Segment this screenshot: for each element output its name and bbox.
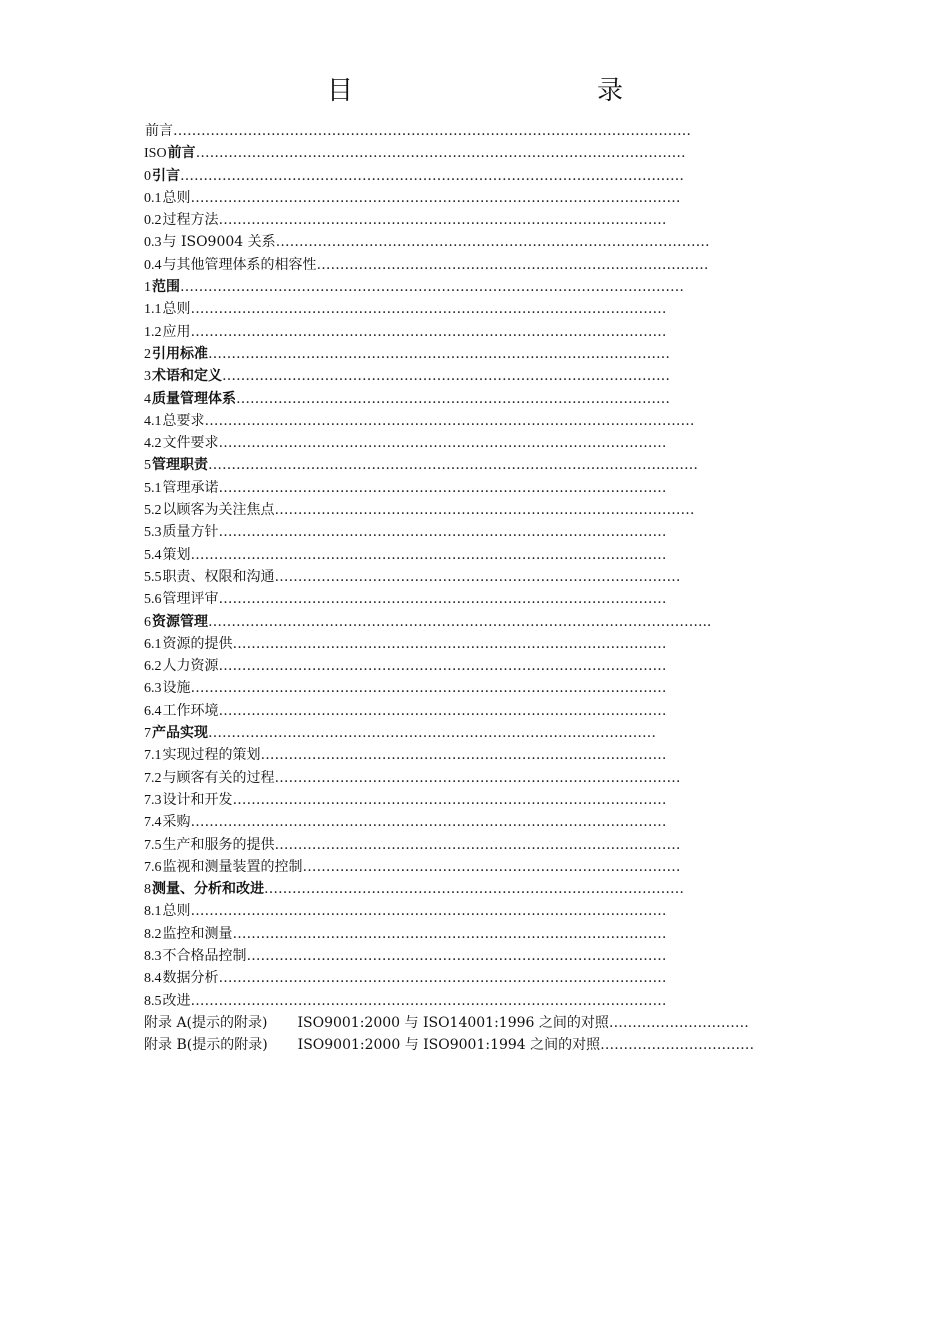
appendix-label: 附录 B(提示的附录) [144,1037,268,1054]
toc-entry-title: 策划 [162,546,191,563]
toc-entry-title: 设施 [162,680,191,697]
toc-entry-title: 应用 [162,323,191,340]
toc-entry-number: 8.5 [144,993,162,1009]
toc-entry[interactable] [144,967,844,989]
toc-entry[interactable] [144,744,844,766]
toc-entry-number: 6 [144,614,151,630]
toc-entry-number: 7.5 [144,837,162,853]
toc-entry[interactable] [144,187,844,209]
toc-entry-title: 实现过程的策划 [162,747,261,764]
toc-entry-title: 改进 [162,992,191,1009]
toc-leader-dots: ………………………………………………………………………… [316,256,709,273]
toc-leader-dots: …………………………………………………………………………………… [218,435,667,452]
toc-entry-title: 前言 [145,123,173,139]
toc-leader-dots: …………………………………………………………………………………… [218,479,667,496]
toc-leader-dots: …………………………………………………………………………………… [208,725,656,742]
toc-entry[interactable] [144,789,844,811]
toc-entry-title: 过程方法 [162,212,219,229]
toc-entry-title: 前言 [167,145,196,162]
toc-entry-number: 0.1 [144,190,162,206]
toc-entry-title: 与顾客有关的过程 [162,769,275,786]
toc-leader-dots: …………………………………………………………………………………………… [208,457,698,474]
toc-entry-number: 3 [144,369,151,385]
toc-leader-dots: ………………………………………………………………………………………… [190,546,667,563]
toc-entry[interactable] [144,544,844,566]
toc-entry-number: 6.4 [144,703,162,719]
toc-entry[interactable] [144,655,844,677]
toc-entry-number: 6.2 [144,659,162,675]
toc-entry-number: 1.1 [144,302,162,318]
toc-leader-dots: …………………………………………………………………………………………… [195,145,686,162]
toc-entry[interactable] [144,945,844,967]
toc-entry-number: 0.2 [144,213,162,229]
toc-leader-dots: ………………………………………………………………………………………………… [173,123,691,139]
toc-entry-title: 质量管理体系 [152,390,236,407]
toc-entry-number: 8.3 [144,948,162,964]
toc-entry-title: 测量、分析和改进 [152,881,264,898]
toc-entry-title: 总则 [162,189,191,206]
toc-entry[interactable] [144,276,844,298]
toc-leader-dots: …………………………………………………………………………………… [222,368,670,385]
toc-entry[interactable] [144,566,844,588]
toc-entry-number: 1 [144,280,151,296]
toc-entry-number: 8.4 [144,971,162,987]
toc-entry-number: 4.2 [144,436,162,452]
appendix-description: ISO9001:2000 与 ISO14001:1996 之间的对照 [297,1014,609,1031]
toc-appendix-entry[interactable] [144,1012,844,1034]
toc-entry[interactable] [144,633,844,655]
appendix-description: ISO9001:2000 与 ISO9001:1994 之间的对照 [297,1037,601,1054]
toc-entry[interactable] [144,209,844,231]
toc-entry[interactable] [144,834,844,856]
toc-entry[interactable] [144,165,844,187]
toc-entry-number: 8.1 [144,904,162,920]
toc-leader-dots: …………………………………………………………………………………… [218,212,667,229]
toc-entry-number: ISO [144,146,167,162]
toc-leader-dots: …………………………………………………………………………………… [218,524,667,541]
toc-entry-title: 职责、权限和沟通 [162,568,275,585]
toc-entry-title: 总要求 [162,412,205,429]
toc-entry-title: 范围 [152,279,180,296]
toc-leader-dots: ……………………………………………………………………………………… [208,345,670,362]
toc-entry-number: 0.3 [144,235,162,251]
toc-leader-dots: ……………………………………………………………………………………………… [180,279,684,296]
toc-entry-title: 管理评审 [162,591,219,608]
toc-leader-dots: ………………………… [608,1014,749,1031]
toc-entry-title: 监视和测量装置的控制 [162,858,303,875]
toc-entry[interactable] [144,343,844,365]
toc-entry[interactable] [144,878,844,900]
toc-leader-dots: ……………………………………………………………………… [302,858,681,875]
toc-entry[interactable] [144,454,844,476]
toc-leader-dots: ………………………………………………………………………………… [236,390,670,407]
toc-entry[interactable] [144,231,844,253]
toc-entry[interactable] [144,923,844,945]
toc-leader-dots: ……………………………………………………………………………… [274,502,695,519]
toc-entry-title: 不合格品控制 [162,947,247,964]
toc-entry[interactable] [144,811,844,833]
toc-entry-number: 0.4 [144,257,162,273]
toc-entry[interactable] [144,120,844,142]
toc-entry[interactable] [144,521,844,543]
toc-entry[interactable] [144,722,844,744]
toc-leader-dots: …………………………………………………………………………………………… [204,412,695,429]
toc-entry-title: 数据分析 [162,970,219,987]
toc-entry-number: 4 [144,391,151,407]
table-of-contents [144,120,844,1056]
toc-leader-dots: ………………………………………………………………………………… [232,791,667,808]
toc-entry[interactable] [144,365,844,387]
toc-entry-title: 管理职责 [152,457,208,474]
toc-entry-title: 监控和测量 [162,925,233,942]
toc-leader-dots: ……………………………………………………………………………………………... [208,613,712,630]
toc-entry[interactable] [144,990,844,1012]
toc-entry-number: 7.1 [144,748,162,764]
toc-leader-dots: ………………………………………………………………………………………… [190,680,667,697]
toc-leader-dots: ………………………………………………………………………………… [232,635,667,652]
toc-entry-number: 2 [144,346,151,362]
toc-leader-dots: ………………………………………………………………………………………… [190,323,667,340]
toc-leader-dots: ………………………………………………………………………………………… [190,814,667,831]
toc-leader-dots: ………………………………………………………………………………… [232,925,667,942]
toc-entry-number: 5.3 [144,525,162,541]
toc-entry-title: 术语和定义 [152,368,222,385]
toc-entry[interactable] [144,321,844,343]
toc-entry[interactable] [144,388,844,410]
toc-entry-title: 与其他管理体系的相容性 [162,256,317,273]
toc-entry-number: 5 [144,458,151,474]
toc-leader-dots: …………………………………………………………………………… [274,836,681,853]
toc-entry-title: 引用标准 [152,345,208,362]
toc-entry[interactable] [144,432,844,454]
toc-leader-dots: …………………………………………………………………………………… [218,591,667,608]
toc-entry-title: 引言 [152,167,180,184]
toc-entry-title: 以顾客为关注焦点 [162,502,275,519]
toc-leader-dots: ………………………………………………………………………………………… [190,992,667,1009]
toc-leader-dots: ………………………………………………………………………………………… [190,903,667,920]
appendix-label: 附录 A(提示的附录) [144,1014,268,1031]
toc-entry-number: 4.1 [144,413,162,429]
toc-entry[interactable] [144,142,844,164]
toc-leader-dots: …………………………………………………………………………… [260,747,667,764]
toc-entry-number: 8 [144,882,151,898]
toc-entry-title: 总则 [162,301,191,318]
toc-entry-number: 7.3 [144,792,162,808]
toc-entry-number: 5.2 [144,503,162,519]
toc-entry[interactable] [144,254,844,276]
toc-entry[interactable] [144,499,844,521]
toc-entry[interactable] [144,477,844,499]
toc-entry[interactable] [144,700,844,722]
toc-appendix-entry[interactable] [144,1034,844,1056]
toc-entry-title: 生产和服务的提供 [162,836,275,853]
toc-entry-number: 8.2 [144,926,162,942]
toc-entry-title: 产品实现 [152,725,208,742]
toc-entry[interactable] [144,767,844,789]
toc-entry-number: 5.6 [144,592,162,608]
toc-entry-title: 与 ISO9004 关系 [162,234,276,251]
toc-entry[interactable] [144,588,844,610]
toc-entry-number: 7 [144,726,151,742]
toc-entry-number: 0 [144,168,151,184]
toc-entry-title: 工作环境 [162,702,219,719]
toc-entry-number: 5.1 [144,480,162,496]
toc-entry-number: 6.3 [144,681,162,697]
toc-entry-number: 7.4 [144,815,162,831]
page-title: 目 录 [326,76,687,106]
toc-entry-title: 采购 [162,814,191,831]
toc-leader-dots: …………………………… [600,1037,755,1054]
toc-leader-dots: ……………………………………………………………………………… [246,947,667,964]
toc-entry-title: 质量方针 [162,524,219,541]
toc-entry[interactable] [144,856,844,878]
toc-leader-dots: ………………………………………………………………………………… [275,234,710,251]
toc-entry-title: 资源管理 [152,613,208,630]
toc-leader-dots: …………………………………………………………………………………… [218,658,667,675]
toc-entry-number: 7.2 [144,770,162,786]
toc-leader-dots: …………………………………………………………………………… [274,769,681,786]
toc-entry[interactable] [144,611,844,633]
toc-leader-dots: …………………………………………………………………………………………… [190,189,681,206]
toc-entry[interactable] [144,677,844,699]
toc-entry[interactable] [144,410,844,432]
toc-leader-dots: …………………………………………………………………………… [274,568,681,585]
toc-leader-dots: ………………………………………………………………………………………… [190,301,667,318]
toc-leader-dots: …………………………………………………………………………………… [218,970,667,987]
toc-entry-title: 设计和开发 [162,791,233,808]
toc-entry-title: 人力资源 [162,658,219,675]
toc-entry-number: 5.4 [144,547,162,563]
toc-entry[interactable] [144,298,844,320]
toc-entry-number: 6.1 [144,636,162,652]
toc-entry[interactable] [144,900,844,922]
toc-entry-number: 5.5 [144,569,162,585]
toc-entry-title: 管理承诺 [162,479,219,496]
toc-entry-number: 1.2 [144,324,162,340]
toc-entry-number: 7.6 [144,859,162,875]
toc-leader-dots: …………………………………………………………………………………… [218,702,667,719]
toc-entry-title: 资源的提供 [162,635,233,652]
toc-entry-title: 文件要求 [162,435,219,452]
toc-leader-dots: ……………………………………………………………………………………………… [180,167,684,184]
toc-leader-dots: ……………………………………………………………………………… [264,881,684,898]
toc-entry-title: 总则 [162,903,191,920]
